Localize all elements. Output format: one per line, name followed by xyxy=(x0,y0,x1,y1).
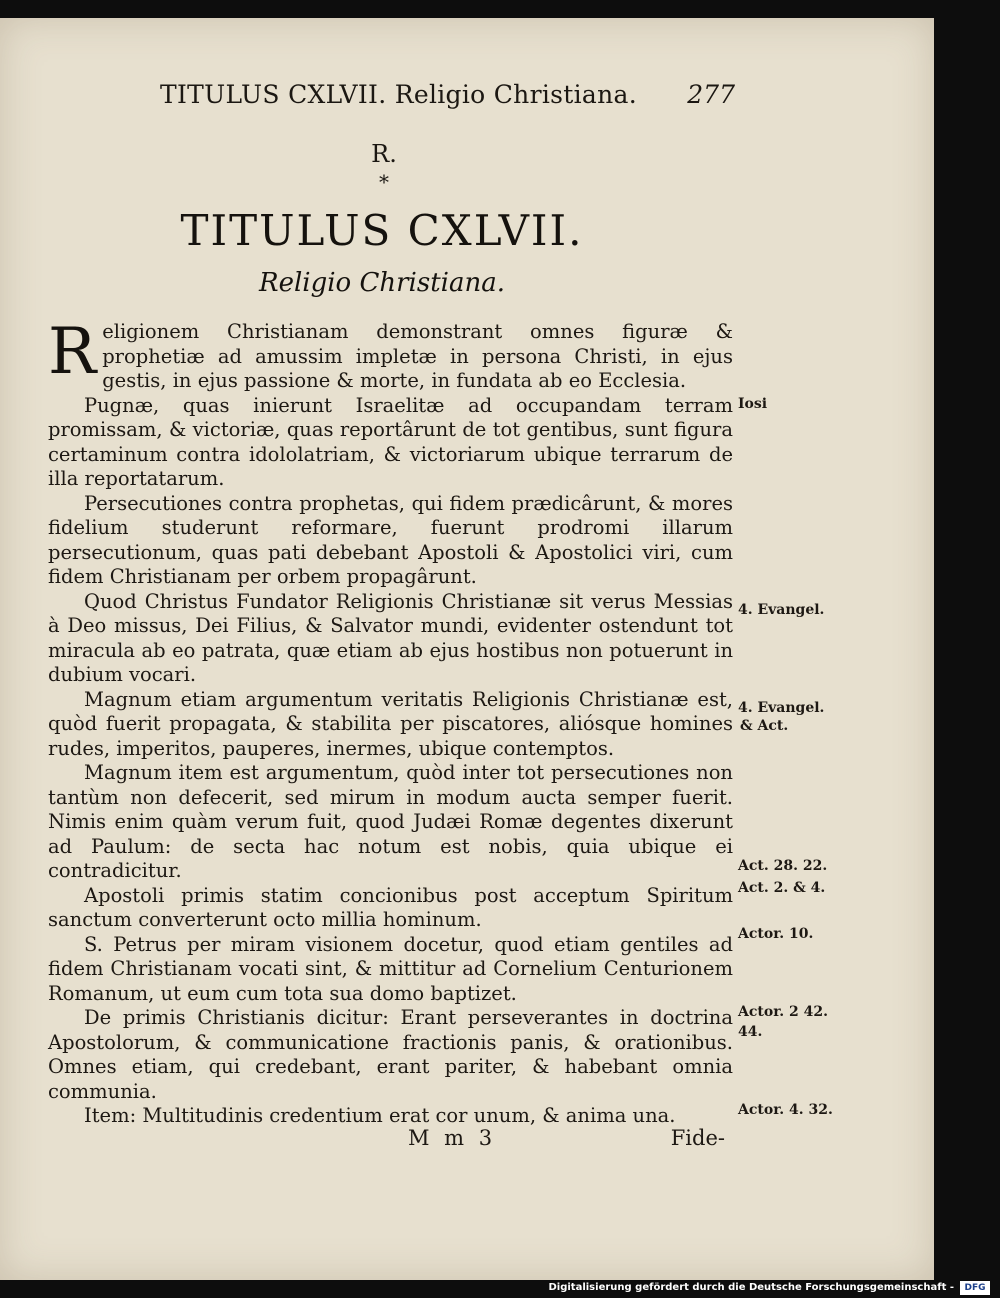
margin-note: 44. xyxy=(738,1024,763,1040)
catchword: Fide- xyxy=(670,1126,725,1150)
margin-note: & Act. xyxy=(740,718,789,734)
margin-note: 4. Evangel. xyxy=(738,700,825,716)
margin-note: Act. 2. & 4. xyxy=(738,880,826,896)
signature-mark: M m 3 xyxy=(408,1126,497,1150)
paragraph: Item: Multitudinis credentium erat cor unum, & anima una. xyxy=(84,1104,676,1127)
paragraph: Pugnæ, quas inierunt Israelitæ ad occupandam terram promissam, & victoriæ, quas reportârunt de tot gentibus, sunt figura certaminum contra idololatriam, & victoriarum ubique terrarum de illa reportatarum. xyxy=(48,393,733,490)
paragraph: Apostoli primis statim concionibus post acceptum Spiritum sanctum converterunt octo millia hominum. xyxy=(48,883,733,931)
star-ornament-icon: * xyxy=(379,170,389,194)
paragraph: S. Petrus per miram visionem docetur, quod etiam gentiles ad fidem Christianam vocati sint, & mittitur ad Cornelium Centurionem Romanum, ut eum cum tota sua domo baptizet. xyxy=(48,932,733,1005)
chapter-subtitle: Religio Christiana. xyxy=(259,268,505,298)
margin-note: Iosi xyxy=(738,396,768,412)
margin-note: Actor. 4. 32. xyxy=(738,1102,833,1118)
book-page xyxy=(0,18,934,1280)
paragraph: Quod Christus Fundator Religionis Christianæ sit verus Messias à Deo missus, Dei Filius, & Salvator mundi, evidenter ostendunt tot miracula ab eo patrata, quæ etiam ab ejus hostibus non potuerunt in dubium vocari. xyxy=(48,589,733,686)
margin-note: Actor. 10. xyxy=(738,926,814,942)
text-body xyxy=(48,315,733,1129)
paragraph: Religionem Christianam demonstrant omnes figuræ & prophetiæ ad amussim impletæ in persona Christi, in ejus gestis, in ejus passione & morte, in fundata ab eo Ecclesia. xyxy=(48,315,733,392)
dfg-logo: DFG xyxy=(960,1281,990,1295)
margin-note: Act. 28. 22. xyxy=(738,858,828,874)
margin-note: Actor. 2 42. xyxy=(738,1004,829,1020)
page-number: 277 xyxy=(687,80,735,109)
paragraph: Magnum etiam argumentum veritatis Religionis Christianæ est, quòd fuerit propagata, & stabilita per piscatores, aliósque homines rudes, imperitos, pauperes, inermes, ubique contemptos. xyxy=(48,687,733,760)
paragraph: De primis Christianis dicitur: Erant perseverantes in doctrina Apostolorum, & communicatione fractionis panis, & orationibus. Omnes etiam, qui credebant, erant pariter, & habebant omnia communia. xyxy=(48,1006,733,1103)
page-footer-line xyxy=(48,1126,733,1156)
chapter-title: TITULUS CXLVII. xyxy=(180,206,584,255)
running-head-title: TITULUS CXLVII. Religio Christiana. xyxy=(160,80,637,109)
paragraph: Persecutiones contra prophetas, qui fidem prædicârunt, & mores fidelium studerunt reformare, fuerunt prodromi illarum persecutionum, quas pati debebant Apostoli & Apostolici viri, cum fidem Christianam per orbem propagârunt. xyxy=(48,491,733,588)
paragraph: Magnum item est argumentum, quòd inter tot persecutiones non tantùm non defecerit, sed mirum in modum aucta semper fuerit. Nimis enim quàm verum fuit, quod Judæi Romæ degentes dixerunt ad Paulum: de secta hac notum est nobis, quia ubique ei contradicitur. xyxy=(48,761,733,882)
digitization-credit: Digitalisierung gefördert durch die Deutsche Forschungsgemeinschaft - xyxy=(548,1282,954,1293)
margin-note: 4. Evangel. xyxy=(738,602,825,618)
drop-cap: R xyxy=(48,315,97,389)
section-letter: R. xyxy=(371,140,397,168)
